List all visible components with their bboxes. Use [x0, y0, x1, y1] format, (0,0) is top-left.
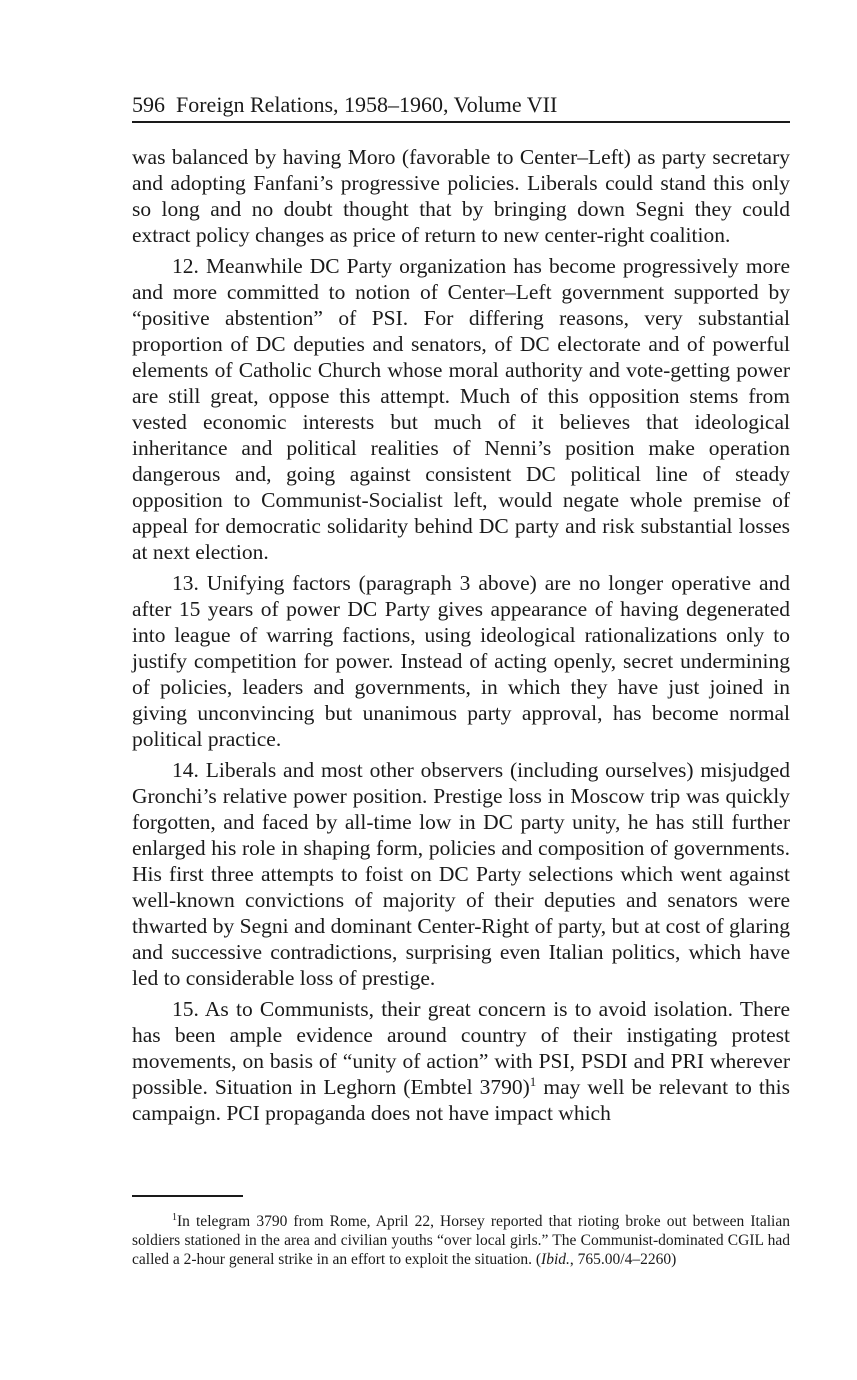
footnote-reference[interactable]: 1	[529, 1073, 537, 1089]
header-rule	[132, 121, 790, 123]
paragraph-15	[132, 996, 790, 1126]
paragraph-15-text-b: may well be relevant to this campaign. PCI propaganda does not have impact which	[132, 1075, 790, 1125]
paragraph-continued: was balanced by having Moro (favorable to Center–Left) as party secretary and adopting Fanfani’s progressive policies. Liberals could stand this only so long and no doubt thought that by bringing down Segni they could extract policy changes as price of return to new center-right coalition.	[132, 145, 790, 247]
footnote-marker: 1	[172, 1211, 177, 1223]
footnote	[132, 1212, 790, 1269]
page-number: 596	[132, 92, 165, 117]
paragraph-15-text-a: 15. As to Communists, their great concern is to avoid isolation. There has been ample evidence around country of their instigating protest movements, on basis of “unity of action” with PSI, PSDI and PRI wherever possible. Situation in Leghorn (Embtel 3790)	[132, 997, 790, 1099]
paragraph-12: 12. Meanwhile DC Party organization has become progressively more and more committed to notion of Center–Left government supported by “positive abstention” of PSI. For differing reasons, very substantial proportion of DC deputies and senators, of DC electorate and of powerful elements of Catholic Church whose moral authority and vote-getting power are still great, oppose this attempt. Much of this opposition stems from vested economic interests but much of it believes that ideological inheritance and political realities of Nenni’s position make operation dangerous and, going against consistent DC political line of steady opposition to Communist-Socialist left, would negate whole premise of appeal for democratic solidarity behind DC party and risk substantial losses at next election.	[132, 254, 790, 564]
footnote-rule	[132, 1195, 243, 1197]
footnote-text: In telegram 3790 from Rome, April 22, Horsey reported that rioting broke out between Italian soldiers stationed in the area and civilian youths “over local girls.” The Communist-dominated CGIL had called a 2-hour general strike in an effort to exploit the situation. (	[132, 1213, 790, 1268]
running-header	[132, 92, 790, 118]
body-text	[132, 144, 790, 1131]
running-title: Foreign Relations, 1958–1960, Volume VII	[176, 92, 558, 117]
footnote-citation: , 765.00/4–2260)	[569, 1251, 677, 1268]
paragraph-13: 13. Unifying factors (paragraph 3 above) are no longer operative and after 15 years of power DC Party gives appearance of having degenerated into league of warring factions, using ideological rationalizations only to justify competition for power. Instead of acting openly, secret undermining of policies, leaders and governments, in which they have just joined in giving unconvincing but unanimous party approval, has become normal political practice.	[132, 571, 790, 751]
footnote-ibid: Ibid.	[541, 1251, 570, 1268]
paragraph-14: 14. Liberals and most other observers (including ourselves) misjudged Gronchi’s relative power position. Prestige loss in Moscow trip was quickly forgotten, and faced by all-time low in DC party unity, he has still further enlarged his role in shaping form, policies and composition of governments. His first three attempts to foist on DC Party selections which went against well-known convictions of majority of their deputies and senators were thwarted by Segni and dominant Center-Right of party, but at cost of glaring and successive contradictions, surprising even Italian politics, which have led to considerable loss of prestige.	[132, 758, 790, 990]
